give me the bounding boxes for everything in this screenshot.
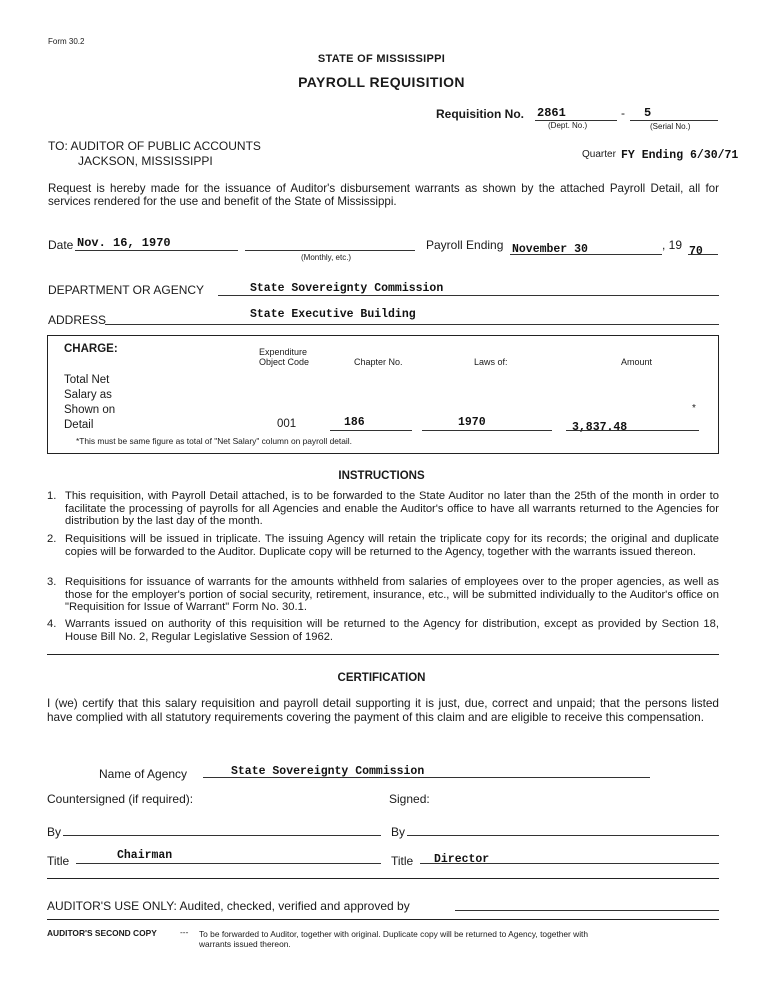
to-line-1: TO: AUDITOR OF PUBLIC ACCOUNTS	[48, 139, 261, 153]
page-title: PAYROLL REQUISITION	[298, 74, 465, 90]
address-value: State Executive Building	[250, 308, 416, 321]
payroll-ending-value: November 30	[512, 243, 588, 256]
copy-dash: ---	[180, 927, 189, 937]
divider	[47, 919, 719, 920]
quarter-label: Quarter	[582, 149, 616, 160]
payroll-ending-year-prefix: , 19	[662, 238, 683, 252]
object-code-value: 001	[277, 418, 297, 430]
payroll-ending-label: Payroll Ending	[426, 238, 504, 252]
department-value: State Sovereignty Commission	[250, 282, 444, 295]
charge-label: CHARGE:	[64, 343, 118, 355]
instruction-item: 4. Warrants issued on authority of this requisition will be returned to the Agency for distribution, except as provided by Section 18, House Bill No. 2, Regular Legislative Session of 1962.	[47, 618, 719, 643]
divider	[47, 878, 719, 879]
countersigned-label: Countersigned (if required):	[47, 792, 194, 806]
charge-footnote: *This must be same figure as total of "Net Salary" column on payroll detail.	[76, 436, 352, 446]
requisition-separator: -	[621, 106, 625, 120]
requisition-number: 2861	[537, 106, 566, 120]
amount-header: Amount	[621, 357, 653, 367]
quarter-value: FY Ending 6/30/71	[621, 149, 739, 162]
date-label: Date	[48, 238, 74, 252]
title-right-label: Title	[391, 854, 414, 868]
certification-text: I (we) certify that this salary requisition and payroll detail supporting it is just, due, correct and unpaid; that the persons listed have complied with all statutory requirements covering the payment of this claim and are eligible to receive this compensation.	[47, 696, 719, 724]
title-left-value: Chairman	[117, 849, 173, 862]
chapter-value: 186	[344, 416, 365, 429]
object-code-header: Expenditure Object Code	[259, 347, 310, 367]
to-line-2: JACKSON, MISSISSIPPI	[78, 154, 213, 168]
payroll-ending-year: 70	[689, 245, 703, 258]
agency-label: Name of Agency	[99, 767, 188, 781]
by-left-label: By	[47, 825, 62, 839]
copy-label: AUDITOR'S SECOND COPY	[47, 928, 157, 938]
title-right-value: Director	[434, 853, 490, 866]
agency-value: State Sovereignty Commission	[231, 765, 425, 778]
date-value: Nov. 16, 1970	[77, 236, 171, 250]
instruction-item: 2. Requisitions will be issued in triplicate. The issuing Agency will retain the triplicate copy for its records; the original and duplicate copies will be forwarded to the Auditor. Duplicate copy will be returned to the Agency, together with the warrants issued thereon.	[47, 533, 719, 558]
dept-caption: (Dept. No.)	[548, 121, 588, 130]
department-label: DEPARTMENT OR AGENCY	[48, 283, 205, 297]
by-right-label: By	[391, 825, 406, 839]
copy-note: To be forwarded to Auditor, together with original. Duplicate copy will be returned to Agency, together with warrants issued thereon.	[199, 929, 589, 949]
serial-caption: (Serial No.)	[650, 122, 691, 131]
instruction-item: 3. Requisitions for issuance of warrants for the amounts withheld from salaries of employees over to the proper agencies, as well as those for the employer's portion of social security, retirement, insurance, etc., will be submitted individually to the Auditor's office on "Requisition for Issue of Warrant" Form No. 30.1.	[47, 576, 719, 614]
state-heading: STATE OF MISSISSIPPI	[317, 53, 446, 65]
period-caption: (Monthly, etc.)	[301, 253, 352, 262]
address-label: ADDRESS	[48, 313, 107, 327]
instruction-item: 1. This requisition, with Payroll Detail attached, is to be forwarded to the State Auditor no later than the 25th of the month in order to facilitate the processing of payrolls for all Agencies and enable the Auditor's office to have all warrants returned to the Agencies for distribution by the last day of the month.	[47, 490, 719, 528]
laws-value: 1970	[458, 416, 486, 429]
signed-label: Signed:	[389, 792, 430, 806]
amount-value: 3,837.48	[572, 421, 628, 434]
instructions-title: INSTRUCTIONS	[338, 470, 425, 482]
charge-row-label: Total Net Salary as Shown on Detail	[64, 374, 116, 431]
title-left-label: Title	[47, 854, 70, 868]
amount-asterisk: *	[692, 403, 696, 414]
requisition-serial: 5	[644, 106, 652, 120]
request-text: Request is hereby made for the issuance of Auditor's disbursement warrants as shown by the attached Payroll Detail, all for services rendered for the use and benefit of the State of Mississippi.	[48, 182, 719, 208]
requisition-label: Requisition No.	[436, 107, 524, 121]
laws-header: Laws of:	[474, 357, 508, 367]
divider	[47, 654, 719, 655]
chapter-header: Chapter No.	[354, 357, 403, 367]
auditor-use-label: AUDITOR'S USE ONLY: Audited, checked, verified and approved by	[47, 899, 410, 913]
certification-title: CERTIFICATION	[337, 672, 426, 684]
form-number: Form 30.2	[48, 37, 85, 46]
